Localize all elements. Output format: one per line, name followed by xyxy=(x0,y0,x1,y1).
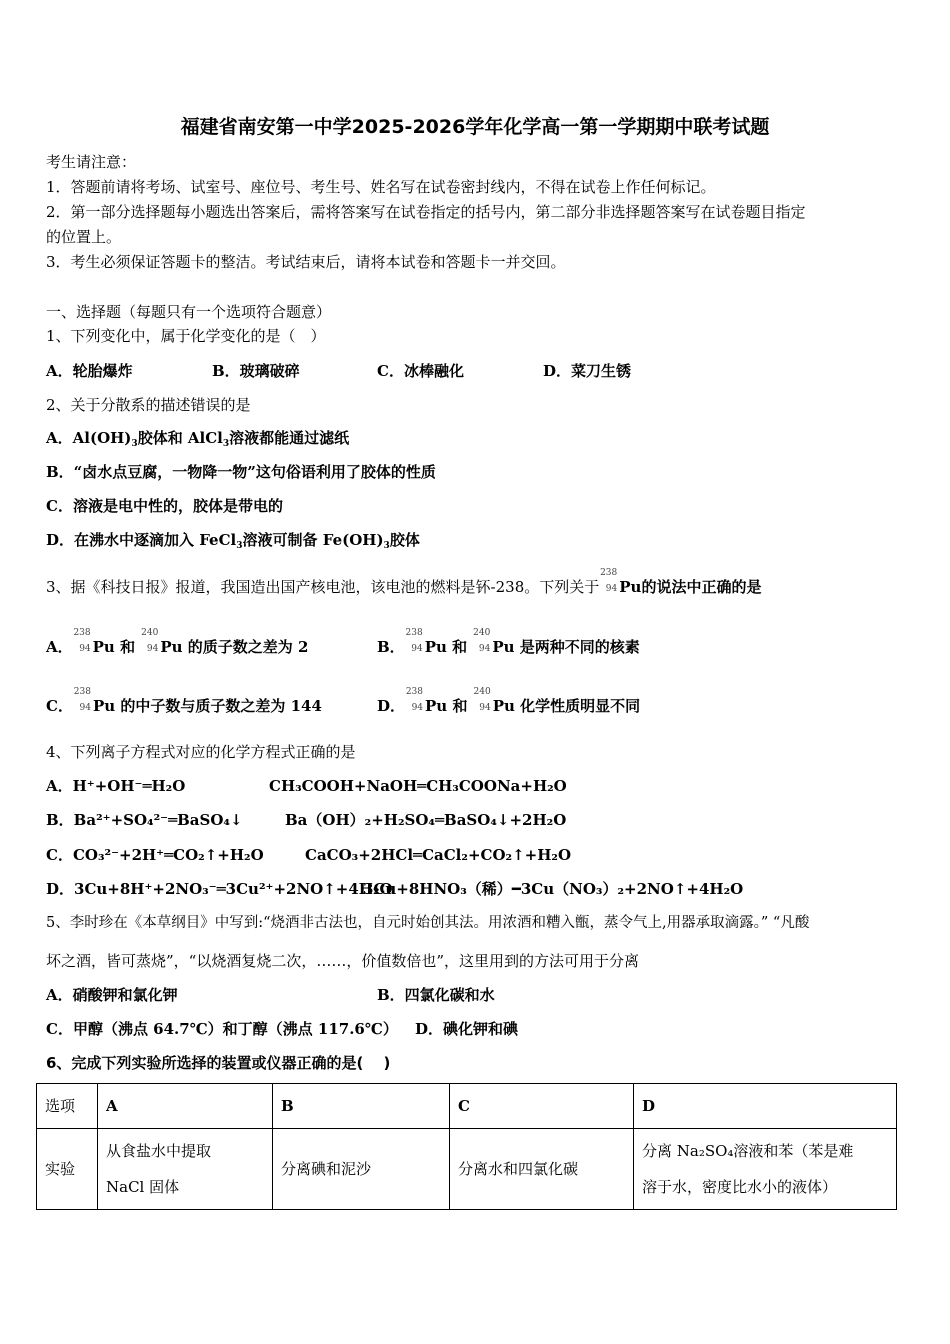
q5-stem-line2: 坏之酒，皆可蒸烧”，“以烧酒复烧二次，……，价值数倍也”，这里用到的方法可用于分离 xyxy=(46,952,640,970)
q2-option-d: D．在沸水中逐滴加入 FeCl$_3$溶液可制备 $Fe(OH)_3$胶体 xyxy=(46,531,420,551)
q4-option-c-ionic: C．CO₃²⁻+2H⁺═CO₂↑+H₂O xyxy=(46,846,264,864)
q3-option-d: D． 238 94 Pu 和 240 94 Pu 化学性质明显不同 xyxy=(377,687,641,715)
q3-option-c: C． 238 94 Pu 的中子数与质子数之差为 144 xyxy=(46,687,322,715)
notice-item-1: 1．答题前请将考场、试室号、座位号、考生号、姓名写在试卷密封线内，不得在试卷上作任何标记。 xyxy=(46,178,716,196)
notice-heading: 考生请注意： xyxy=(46,153,137,171)
q4-option-b-chemical: Ba（OH）₂+H₂SO₄═BaSO₄↓+2H₂O xyxy=(285,811,567,829)
table-header-cell: 选项 xyxy=(37,1084,98,1129)
pu238-nuclide: 238 94 xyxy=(600,568,618,594)
table-header-cell: D xyxy=(634,1084,897,1129)
q5-option-a: A．硝酸钾和氯化钾 xyxy=(46,986,178,1004)
table-cell-a: 从食盐水中提取 NaCl 固体 xyxy=(98,1129,273,1210)
q1-option-b: B．玻璃破碎 xyxy=(212,362,300,380)
notice-item-2-cont: 的位置上。 xyxy=(46,228,122,246)
q5-option-b: B．四氯化碳和水 xyxy=(377,986,495,1004)
table-cell-d: 分离 Na₂SO₄溶液和苯（苯是难 溶于水，密度比水小的液体） xyxy=(634,1129,897,1210)
q5-stem-line1: 5、李时珍在《本草纲目》中写到:“烧酒非古法也，自元时始创其法。用浓酒和糟入甑，蒸令气上,用器承取滴露。” “凡酸 xyxy=(46,915,810,931)
q1-option-d: D．菜刀生锈 xyxy=(543,362,632,380)
q2-option-b: B．“卤水点豆腐，一物降一物”这句俗语利用了胶体的性质 xyxy=(46,463,436,481)
table-header-cell: A xyxy=(98,1084,273,1129)
table-header-cell: C xyxy=(450,1084,634,1129)
q4-option-c-chemical: CaCO₃+2HCl═CaCl₂+CO₂↑+H₂O xyxy=(305,846,572,864)
notice-item-2: 2．第一部分选择题每小题选出答案后，需将答案写在试卷指定的括号内，第二部分非选择题答案写在试卷题目指定 xyxy=(46,203,806,221)
q4-option-d-ionic: D．3Cu+8H⁺+2NO₃⁻═3Cu²⁺+2NO↑+4H₂O xyxy=(46,880,393,898)
q3-option-a: A． 238 94 Pu 和 240 94 Pu 的质子数之差为 2 xyxy=(46,628,309,656)
q4-option-b-ionic: B．Ba²⁺+SO₄²⁻═BaSO₄↓ xyxy=(46,811,243,829)
q3-option-b: B． 238 94 Pu 和 240 94 Pu 是两种不同的核素 xyxy=(377,628,640,656)
table-header-row xyxy=(37,1084,897,1129)
q4-stem: 4、下列离子方程式对应的化学方程式正确的是 xyxy=(46,743,356,761)
q1-stem: 1、下列变化中，属于化学变化的是（ ） xyxy=(46,327,326,345)
exam-title: 福建省南安第一中学2025-2026学年化学高一第一学期期中联考试题 xyxy=(180,116,770,138)
q1-option-c: C．冰棒融化 xyxy=(377,362,464,380)
notice-item-3: 3．考生必须保证答题卡的整洁。考试结束后，请将本试卷和答题卡一并交回。 xyxy=(46,253,566,271)
q2-option-a: A．$Al(OH)_3$胶体和 AlCl$_3$溶液都能通过滤纸 xyxy=(46,429,350,449)
q5-option-c: C．甲醇（沸点 64.7℃）和丁醇（沸点 117.6℃） xyxy=(46,1020,398,1038)
q4-option-a-ionic: A．H⁺+OH⁻═H₂O xyxy=(46,777,186,795)
table-cell-b: 分离碘和泥沙 xyxy=(273,1129,450,1210)
q6-stem: 6、完成下列实验所选择的装置或仪器正确的是( ) xyxy=(46,1054,391,1072)
q3-stem: 3、据《科技日报》报道，我国造出国产核电池，该电池的燃料是钚-238。下列关于 238 94 Pu的说法中正确的是 xyxy=(46,568,762,596)
table-row xyxy=(37,1129,897,1210)
q4-option-a-chemical: CH₃COOH+NaOH═CH₃COONa+H₂O xyxy=(269,777,567,795)
q6-options-table xyxy=(36,1083,897,1210)
q1-option-a: A．轮胎爆炸 xyxy=(46,362,133,380)
q2-stem: 2、关于分散系的描述错误的是 xyxy=(46,396,251,414)
table-row-label: 实验 xyxy=(37,1129,98,1210)
q5-option-d: D．碘化钾和碘 xyxy=(415,1020,519,1038)
q2-option-c: C．溶液是电中性的，胶体是带电的 xyxy=(46,497,283,515)
table-cell-c: 分离水和四氯化碳 xyxy=(450,1129,634,1210)
table-header-cell: B xyxy=(273,1084,450,1129)
section-heading: 一、选择题（每题只有一个选项符合题意） xyxy=(46,303,332,321)
q4-option-d-chemical: 3Cu+8HNO₃（稀）━3Cu（NO₃）₂+2NO↑+4H₂O xyxy=(363,880,744,898)
